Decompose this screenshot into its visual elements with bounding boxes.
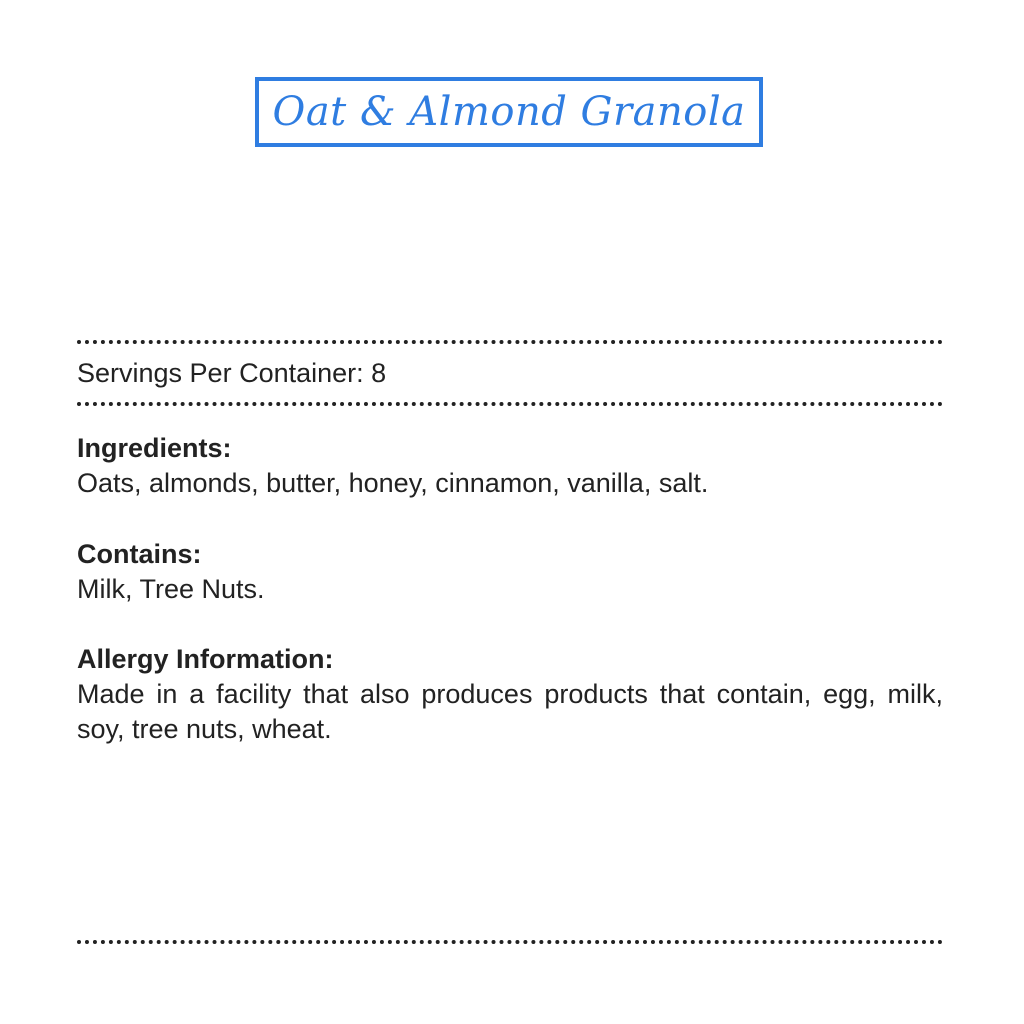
product-title: Oat & Almond Granola bbox=[272, 89, 746, 135]
ingredients-value: Oats, almonds, butter, honey, cinnamon, vanilla, salt. bbox=[77, 468, 709, 498]
allergy-section bbox=[77, 642, 943, 747]
dotted-divider-middle bbox=[77, 402, 943, 406]
contains-value: Milk, Tree Nuts. bbox=[77, 574, 265, 604]
ingredients-label: Ingredients: bbox=[77, 433, 232, 463]
dotted-divider-top bbox=[77, 340, 943, 344]
allergy-value: Made in a facility that also produces products that contain, egg, milk, soy, tree nuts, wheat. bbox=[77, 679, 943, 744]
title-box bbox=[255, 77, 763, 147]
allergy-label: Allergy Information: bbox=[77, 644, 334, 674]
contains-label: Contains: bbox=[77, 539, 202, 569]
servings-per-container: Servings Per Container: 8 bbox=[77, 358, 387, 388]
contains-section bbox=[77, 537, 943, 607]
dotted-divider-bottom bbox=[77, 940, 943, 944]
ingredients-section bbox=[77, 431, 943, 501]
